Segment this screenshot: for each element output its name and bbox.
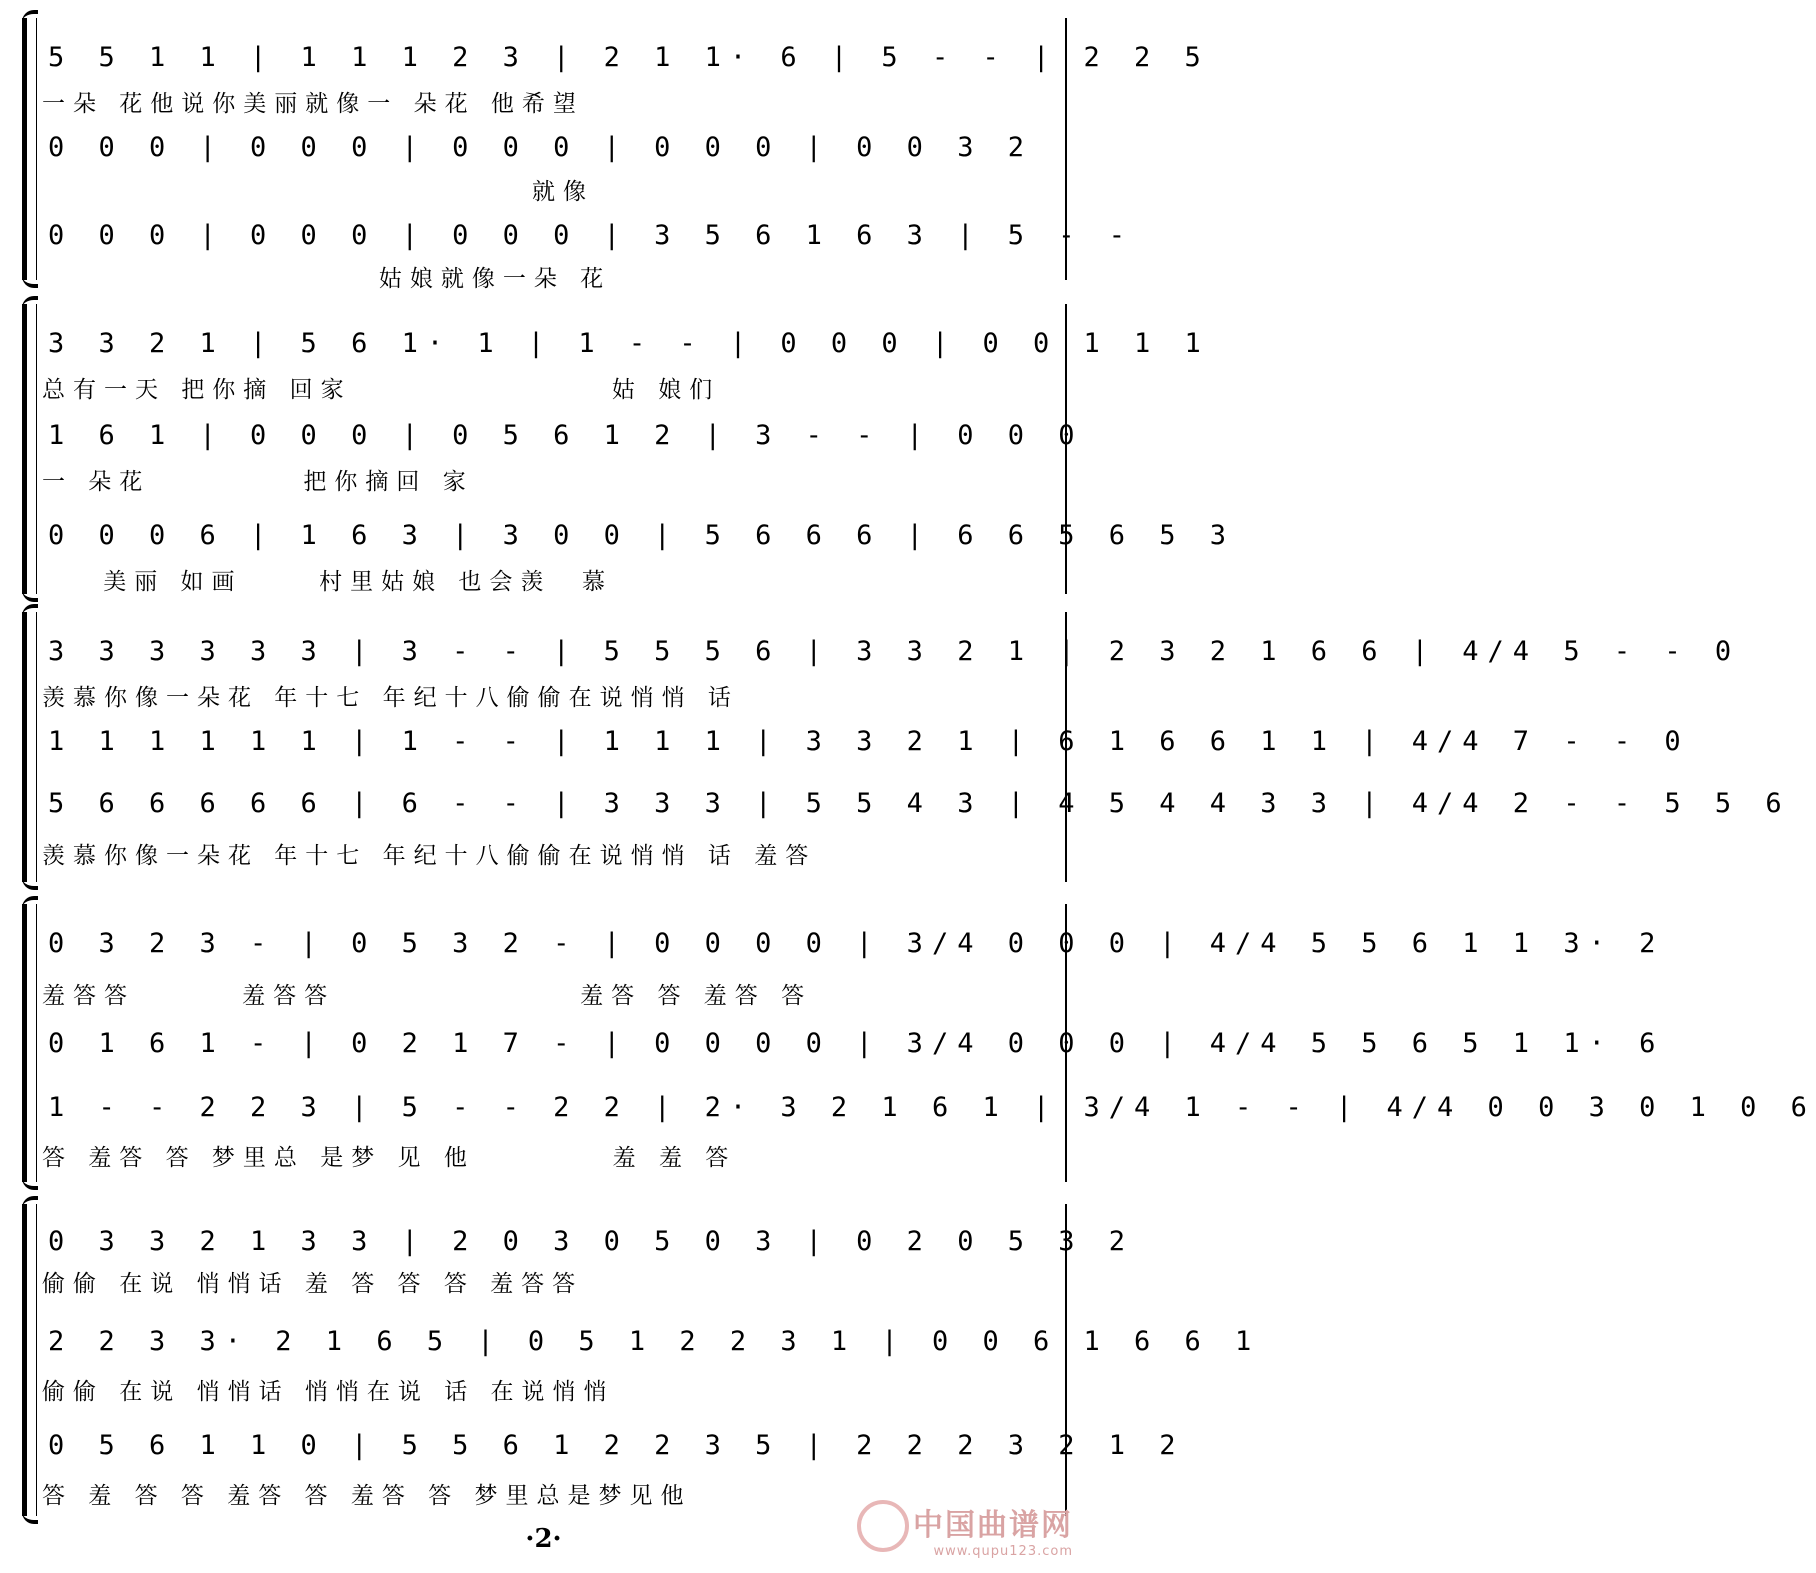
part-1-lyric: 偷偷 在说 悄悄话 羞 答 答 答 羞答答 — [42, 1271, 584, 1297]
part-2-lyric: 就像 — [42, 179, 594, 205]
part-3-notes: 0 0 0 | 0 0 0 | 0 0 0 | 3 5 6 1 6 3 | 5 - - — [48, 220, 1134, 251]
part-2-row — [22, 722, 1690, 762]
system-1 — [22, 18, 1210, 292]
part-1-notes: 0 3 2 3 - | 0 5 3 2 - | 0 0 0 0 | 3/4 0 0 0 | 4/4 5 5 6 1 1 3· 2 — [48, 928, 1665, 959]
part-1-row — [22, 1222, 1134, 1262]
part-2-lyric: 偷偷 在说 悄悄话 悄悄在说 话 在说悄悄 — [42, 1379, 615, 1405]
page-number: ·2· — [525, 1524, 562, 1554]
part-2-lyric: 一 朵花 把你摘回 家 — [42, 469, 474, 495]
watermark-url: www.qupu123.com — [933, 1544, 1073, 1559]
part-2-row — [22, 1024, 1665, 1064]
part-1-lyric: 总有一天 把你摘 回家 姑 娘们 — [42, 377, 721, 403]
system-2 — [22, 304, 1236, 595]
system-5 — [22, 1204, 1261, 1516]
part-3-lyric: 答 羞 答 答 羞答 答 羞答 答 梦里总是梦见他 — [42, 1483, 692, 1509]
part-3-notes: 0 5 6 1 1 0 | 5 5 6 1 2 2 3 5 | 2 2 2 3 2 1 2 — [48, 1430, 1185, 1461]
part-2-notes: 1 1 1 1 1 1 | 1 - - | 1 1 1 | 3 3 2 1 | 6 1 6 6 1 1 | 4/4 7 - - 0 — [48, 726, 1690, 757]
part-3-lyric: 答 羞答 答 梦里总 是梦 见 他 羞 羞 答 — [42, 1145, 737, 1171]
part-3-notes: 1 - - 2 2 3 | 5 - - 2 2 | 2· 3 2 1 6 1 | 3/4 1 - - | 4/4 0 0 3 0 1 0 6 — [48, 1092, 1816, 1123]
part-3-row — [22, 1088, 1816, 1128]
part-3-notes: 5 6 6 6 6 6 | 6 - - | 3 3 3 | 5 5 4 3 | 4 5 4 4 3 3 | 4/4 2 - - 5 5 6 — [48, 788, 1791, 819]
part-1-lyric: 一朵 花他说你美丽就像一 朵花 他希望 — [42, 91, 584, 117]
watermark-logo-icon — [857, 1500, 909, 1552]
part-2-row — [22, 1322, 1261, 1362]
system-3 — [22, 612, 1791, 882]
part-1-row — [22, 632, 1741, 672]
part-3-lyric: 羡慕你像一朵花 年十七 年纪十八偷偷在说悄悄 话 羞答 — [42, 843, 817, 869]
part-3-notes: 0 0 0 6 | 1 6 3 | 3 0 0 | 5 6 6 6 | 6 6 5 6 5 3 — [48, 520, 1236, 551]
part-1-row — [22, 324, 1210, 364]
watermark — [913, 1500, 1073, 1559]
part-1-row — [22, 924, 1665, 964]
part-2-row — [22, 416, 1084, 456]
watermark-name: 中国曲谱网 — [913, 1508, 1073, 1543]
part-3-row — [22, 516, 1236, 556]
part-2-notes: 0 0 0 | 0 0 0 | 0 0 0 | 0 0 0 | 0 0 3 2 — [48, 132, 1033, 163]
part-1-lyric: 羞答答 羞答答 羞答 答 羞答 答 — [42, 983, 813, 1009]
part-1-lyric: 羡慕你像一朵花 年十七 年纪十八偷偷在说悄悄 话 — [42, 685, 739, 711]
part-3-row — [22, 784, 1791, 824]
part-3-lyric: 美丽 如画 村里姑娘 也会羡 慕 — [42, 569, 614, 595]
part-2-notes: 2 2 3 3· 2 1 6 5 | 0 5 1 2 2 3 1 | 0 0 6 1 6 6 1 — [48, 1326, 1261, 1357]
part-1-notes: 0 3 3 2 1 3 3 | 2 0 3 0 5 0 3 | 0 2 0 5 3 2 — [48, 1226, 1134, 1257]
part-1-notes: 3 3 3 3 3 3 | 3 - - | 5 5 5 6 | 3 3 2 1 | 2 3 2 1 6 6 | 4/4 5 - - 0 — [48, 636, 1741, 667]
system-4 — [22, 904, 1816, 1182]
part-2-row — [22, 128, 1067, 168]
part-3-lyric: 姑娘就像一朵 花 — [42, 266, 612, 292]
part-1-notes: 3 3 2 1 | 5 6 1· 1 | 1 - - | 0 0 0 | 0 0 1 1 1 — [48, 328, 1210, 359]
part-3-row — [22, 1426, 1185, 1466]
part-3-row — [22, 216, 1134, 256]
part-2-notes: 0 1 6 1 - | 0 2 1 7 - | 0 0 0 0 | 3/4 0 0 0 | 4/4 5 5 6 5 1 1· 6 — [48, 1028, 1665, 1059]
part-1-notes: 5 5 1 1 | 1 1 1 2 3 | 2 1 1· 6 | 5 - - | 2 2 5 — [48, 42, 1210, 73]
part-2-notes: 1 6 1 | 0 0 0 | 0 5 6 1 2 | 3 - - | 0 0 0 — [48, 420, 1084, 451]
part-1-row — [22, 38, 1210, 78]
